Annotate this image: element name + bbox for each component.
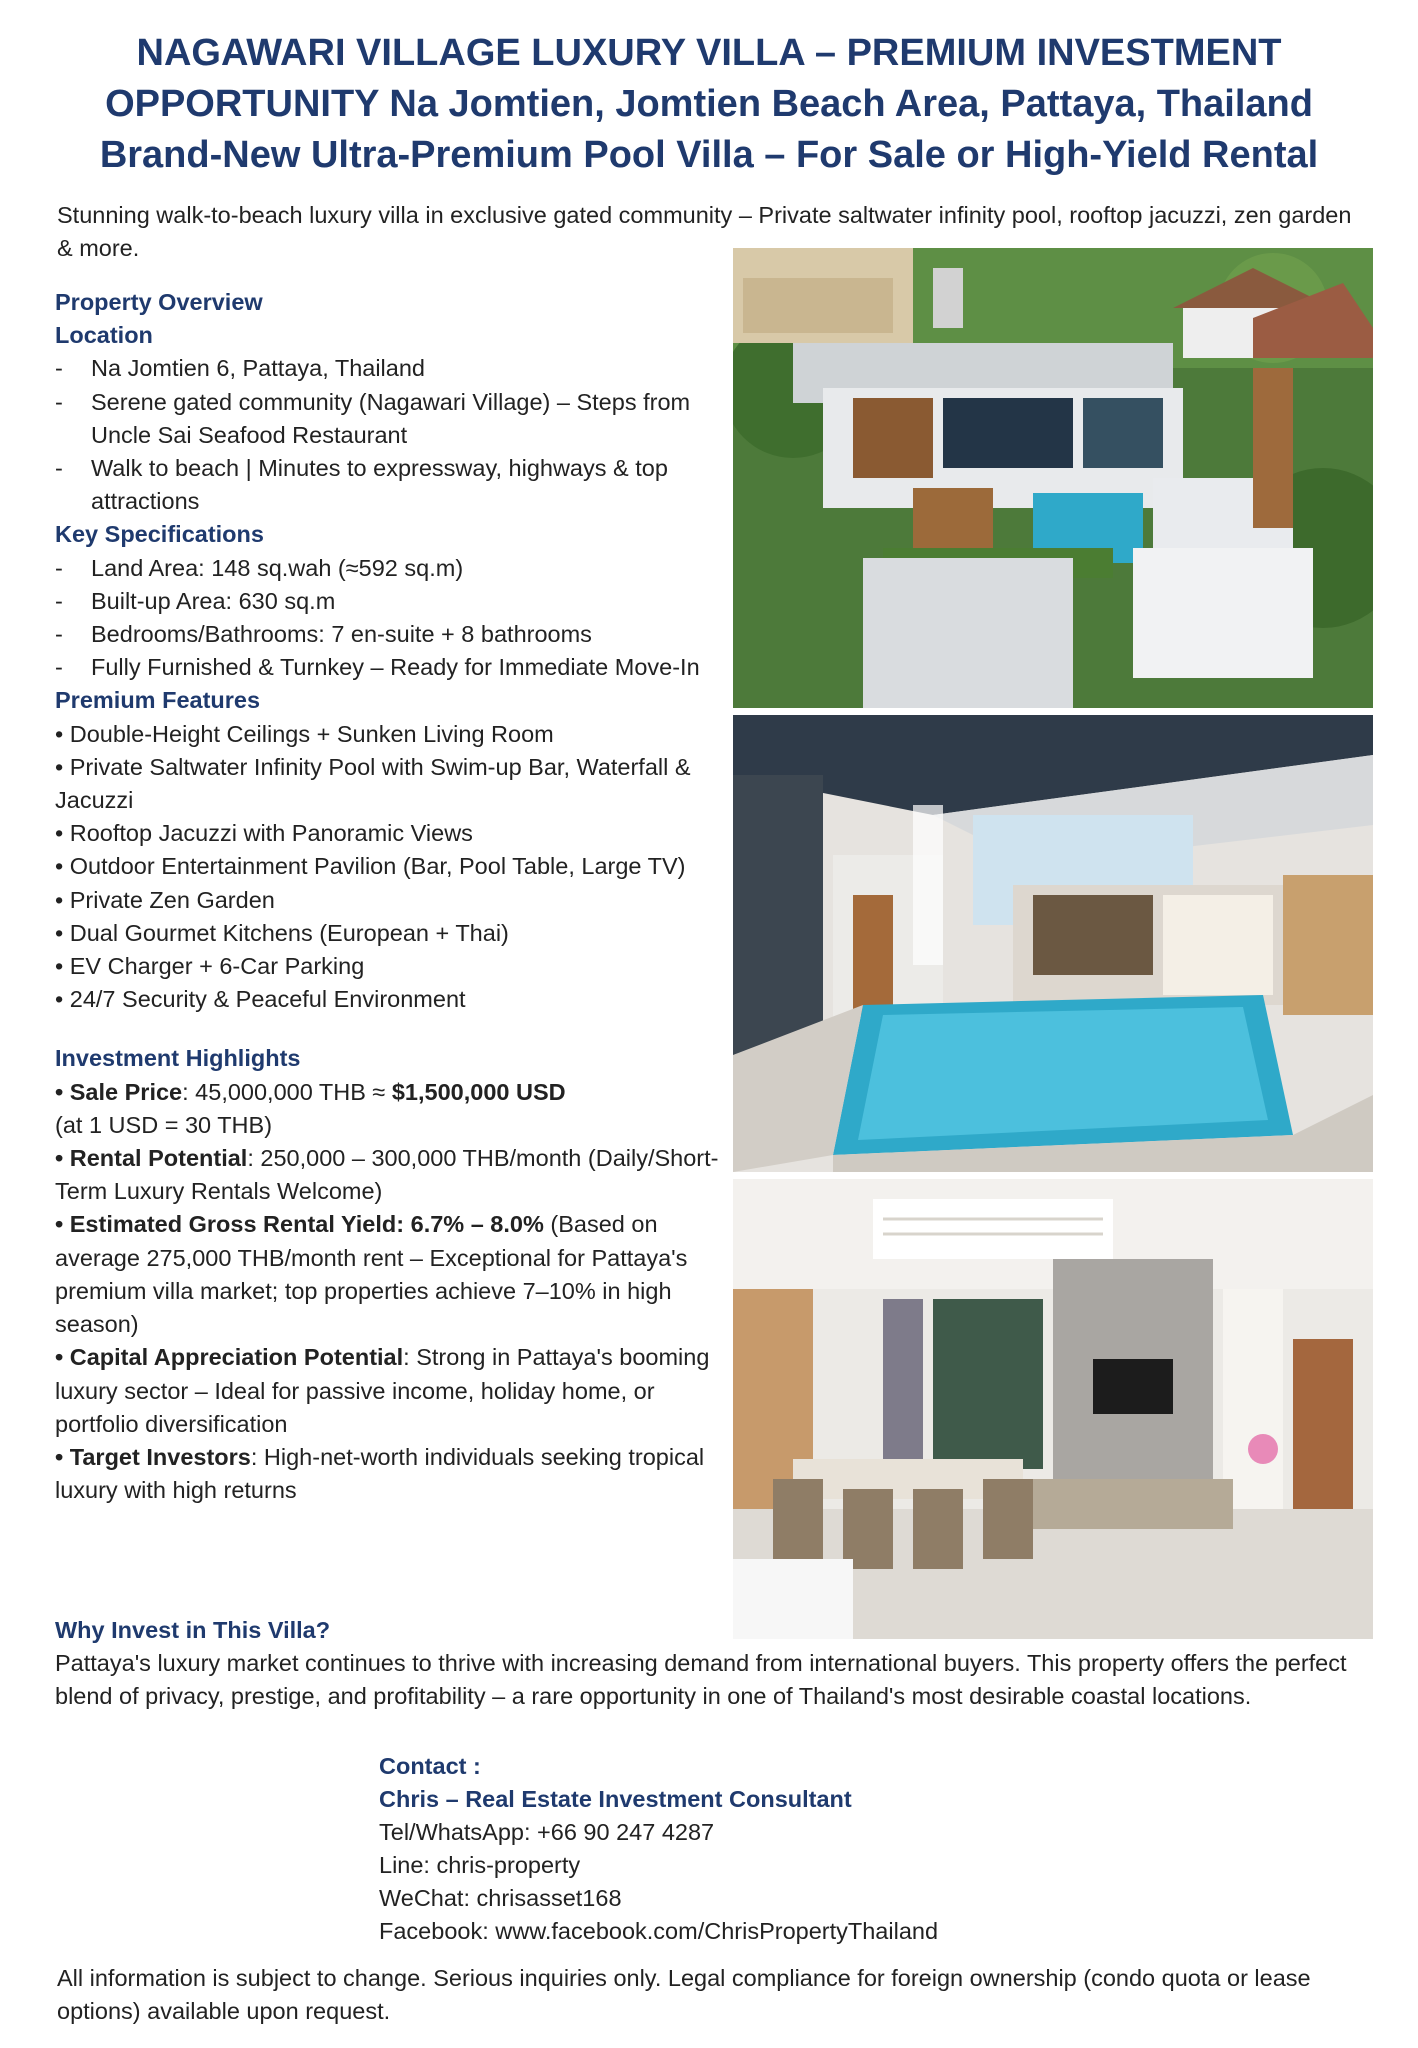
location-item: - Na Jomtien 6, Pattaya, Thailand <box>55 352 720 385</box>
feature-item: • 24/7 Security & Peaceful Environment <box>55 986 466 1013</box>
feature-item: • Dual Gourmet Kitchens (European + Thai) <box>55 919 509 946</box>
yield-value: : 6.7% – 8.0% <box>396 1211 544 1238</box>
spec-item: - Bedrooms/Bathrooms: 7 en-suite + 8 bathrooms <box>55 618 720 651</box>
feature-item: • Outdoor Entertainment Pavilion (Bar, Pool Table, Large TV) <box>55 853 686 880</box>
sale-price-label: • Sale Price <box>55 1078 183 1105</box>
feature-item: • Private Zen Garden <box>55 886 275 913</box>
contact-phone[interactable]: Tel/WhatsApp: +66 90 247 4287 <box>379 1819 715 1845</box>
sale-price-thb: : 45,000,000 THB ≈ <box>182 1078 392 1105</box>
feature-item: • EV Charger + 6-Car Parking <box>55 953 365 980</box>
contact-facebook[interactable]: Facebook: www.facebook.com/ChrisPropertyThailand <box>379 1918 939 1944</box>
sale-price-usd: $1,500,000 USD <box>391 1078 566 1105</box>
features-heading: Premium Features <box>55 687 261 714</box>
contact-name: Chris – Real Estate Investment Consultant <box>379 1786 852 1812</box>
capital-text: : Strong in Pattaya's booming luxury sector – Ideal for passive income, holiday home, or portfolio diversification <box>55 1344 710 1437</box>
target-label: • Target Investors <box>55 1443 251 1470</box>
sale-price <box>55 1076 720 1109</box>
left-column <box>55 286 720 1507</box>
contact-section <box>379 1750 1279 1948</box>
spec-item: - Built-up Area: 630 sq.m <box>55 585 720 618</box>
rental-text: : 250,000 – 300,000 THB/month (Daily/Short-Term Luxury Rentals Welcome) <box>55 1145 719 1205</box>
spec-item: - Land Area: 148 sq.wah (≈592 sq.m) <box>55 552 720 585</box>
location-heading: Location <box>55 322 153 349</box>
yield-text: (Based on average 275,000 THB/month rent – Exceptional for Pattaya's premium villa market; top properties achieve 7–10% in high season) <box>55 1211 688 1338</box>
specs-heading: Key Specifications <box>55 521 264 548</box>
feature-item: • Private Saltwater Infinity Pool with Swim-up Bar, Waterfall & Jacuzzi <box>55 753 691 814</box>
capital-label: • Capital Appreciation Potential <box>55 1344 404 1371</box>
spec-item: - Fully Furnished & Turnkey – Ready for Immediate Move-In <box>55 651 720 684</box>
interior-living-photo <box>733 1179 1373 1639</box>
title-line-3: Brand-New Ultra-Premium Pool Villa – For Sale or High-Yield Rental <box>99 134 1319 176</box>
aerial-villa-photo <box>733 248 1373 708</box>
target-investors <box>55 1441 720 1507</box>
target-text: : High-net-worth individuals seeking tropical luxury with high returns <box>55 1443 705 1504</box>
rental-potential <box>55 1142 720 1208</box>
feature-item: • Rooftop Jacuzzi with Panoramic Views <box>55 820 473 847</box>
rental-yield <box>55 1208 720 1341</box>
disclaimer: All information is subject to change. Serious inquiries only. Legal compliance for foreign ownership (condo quota or lease options) available upon request. <box>57 1965 1311 2024</box>
investment-heading: Investment Highlights <box>55 1045 301 1072</box>
yield-label: • Estimated Gross Rental Yield <box>55 1211 397 1238</box>
location-item: - Walk to beach | Minutes to expressway, highways & top attractions <box>55 452 720 518</box>
tagline: Stunning walk-to-beach luxury villa in exclusive gated community – Private saltwater infinity pool, rooftop jacuzzi, zen garden & more. <box>57 202 1352 261</box>
contact-wechat[interactable]: WeChat: chrisasset168 <box>379 1885 622 1911</box>
contact-heading: Contact : <box>379 1753 481 1779</box>
sale-price-note: (at 1 USD = 30 THB) <box>55 1111 273 1138</box>
pool-courtyard-photo <box>733 715 1373 1172</box>
overview-heading: Property Overview <box>55 289 263 315</box>
why-heading: Why Invest in This Villa? <box>55 1617 331 1643</box>
title-line-2: OPPORTUNITY Na Jomtien, Jomtien Beach Area, Pattaya, Thailand <box>105 83 1313 125</box>
location-item: - Serene gated community (Nagawari Village) – Steps from Uncle Sai Seafood Restaurant <box>55 386 720 452</box>
why-text: Pattaya's luxury market continues to thrive with increasing demand from international buyers. This property offers the perfect blend of privacy, prestige, and profitability – a rare opportunity in one of Thailand's most desirable coastal locations. <box>55 1650 1347 1709</box>
title-line-1: NAGAWARI VILLAGE LUXURY VILLA – PREMIUM INVESTMENT <box>136 32 1282 74</box>
why-invest-section <box>55 1614 1385 1713</box>
feature-item: • Double-Height Ceilings + Sunken Living Room <box>55 720 554 747</box>
contact-line[interactable]: Line: chris-property <box>379 1852 581 1878</box>
page-title <box>40 28 1378 181</box>
rental-label: • Rental Potential <box>55 1145 248 1172</box>
capital-appreciation <box>55 1341 720 1441</box>
